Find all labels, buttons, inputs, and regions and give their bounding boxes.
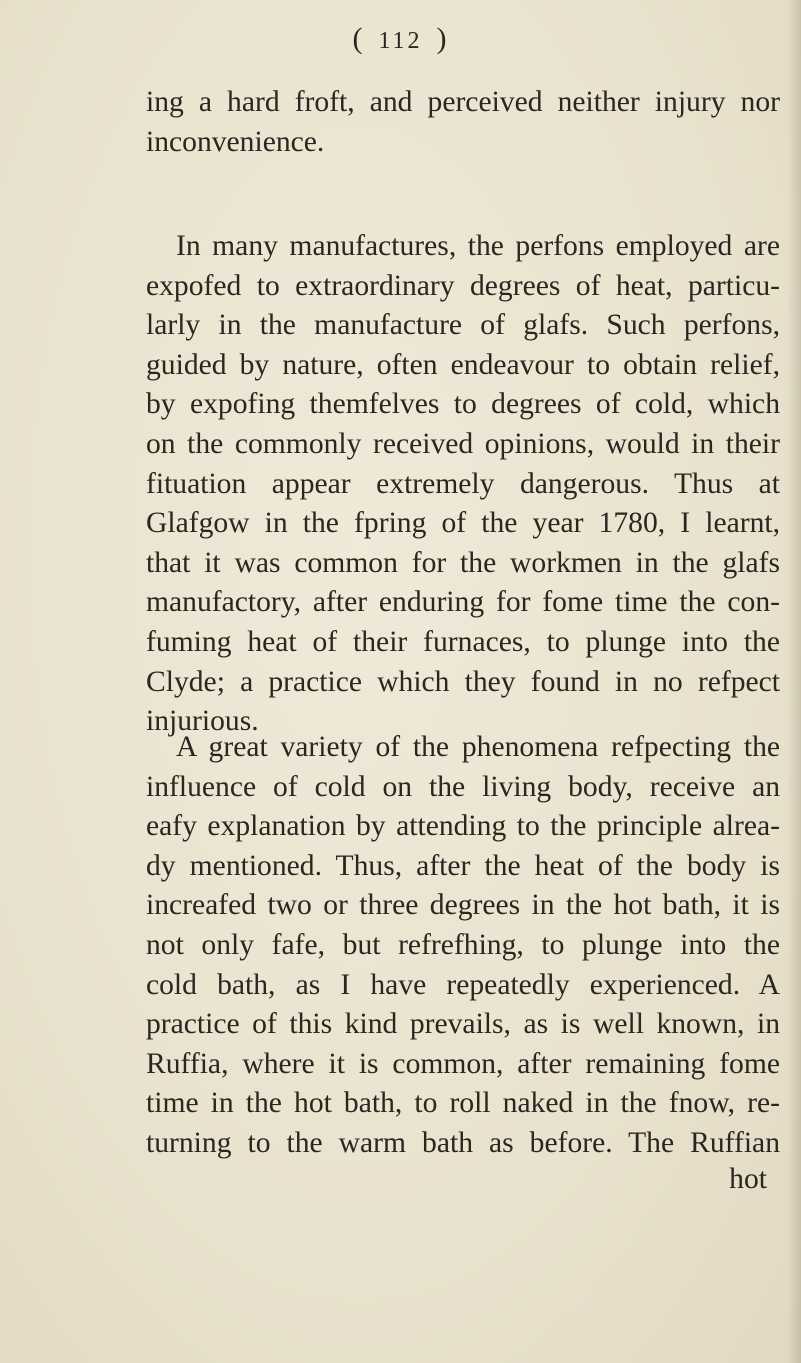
text-line: time in the hot bath, to roll naked in the fnow, re- xyxy=(146,1087,780,1120)
text-line: manufactory, after enduring for fome time the con- xyxy=(146,586,780,619)
page-number-close-paren: ) xyxy=(436,22,449,55)
text-line: ing a hard froft, and perceived neither injury nor xyxy=(146,86,780,118)
text-line: expofed to extraordinary degrees of heat, particu- xyxy=(146,269,780,302)
text-line: Glafgow in the fpring of the year 1780, I learnt, xyxy=(146,507,780,540)
text-line: increafed two or three degrees in the hot bath, it is xyxy=(146,889,780,922)
text-line: fuming heat of their furnaces, to plunge into the xyxy=(146,625,780,658)
text-line: dy mentioned. Thus, after the heat of the body is xyxy=(146,849,780,882)
text-line: Clyde; a practice which they found in no refpect xyxy=(146,665,780,698)
page-number-value: 112 xyxy=(378,28,423,54)
catchword: hot xyxy=(729,1163,767,1195)
text-line: Ruffia, where it is common, after remaining fome xyxy=(146,1047,780,1080)
text-line: that it was common for the workmen in the glafs xyxy=(146,546,780,579)
text-line: In many manufactures, the perfons employed are xyxy=(176,230,780,262)
text-line: guided by nature, often endeavour to obtain relief, xyxy=(146,348,780,381)
text-line: injurious. xyxy=(146,705,259,738)
text-line: inconvenience. xyxy=(146,125,325,158)
text-line: cold bath, as I have repeatedly experienced. A xyxy=(146,968,780,1001)
text-line: not only fafe, but refrefhing, to plunge into the xyxy=(146,928,780,961)
text-line: fituation appear extremely dangerous. Thus at xyxy=(146,467,780,500)
page-number-open-paren: ( xyxy=(352,22,365,55)
page-number xyxy=(0,22,801,56)
text-line: eafy explanation by attending to the principle alrea- xyxy=(146,810,780,843)
text-line: on the commonly received opinions, would in their xyxy=(146,427,780,460)
text-line: influence of cold on the living body, receive an xyxy=(146,770,780,803)
text-line: practice of this kind prevails, as is well known, in xyxy=(146,1008,780,1041)
text-line: turning to the warm bath as before. The Ruffian xyxy=(146,1126,780,1159)
text-line: A great variety of the phenomena refpecting the xyxy=(176,731,780,763)
text-line: larly in the manufacture of glafs. Such perfons, xyxy=(146,309,780,342)
page-edge-shadow xyxy=(787,0,801,1363)
paragraph-continuation xyxy=(146,83,780,162)
paragraph-phenomena xyxy=(146,728,780,1164)
paragraph-manufactures xyxy=(146,227,780,742)
text-line: by expofing themfelves to degrees of cold, which xyxy=(146,388,780,421)
